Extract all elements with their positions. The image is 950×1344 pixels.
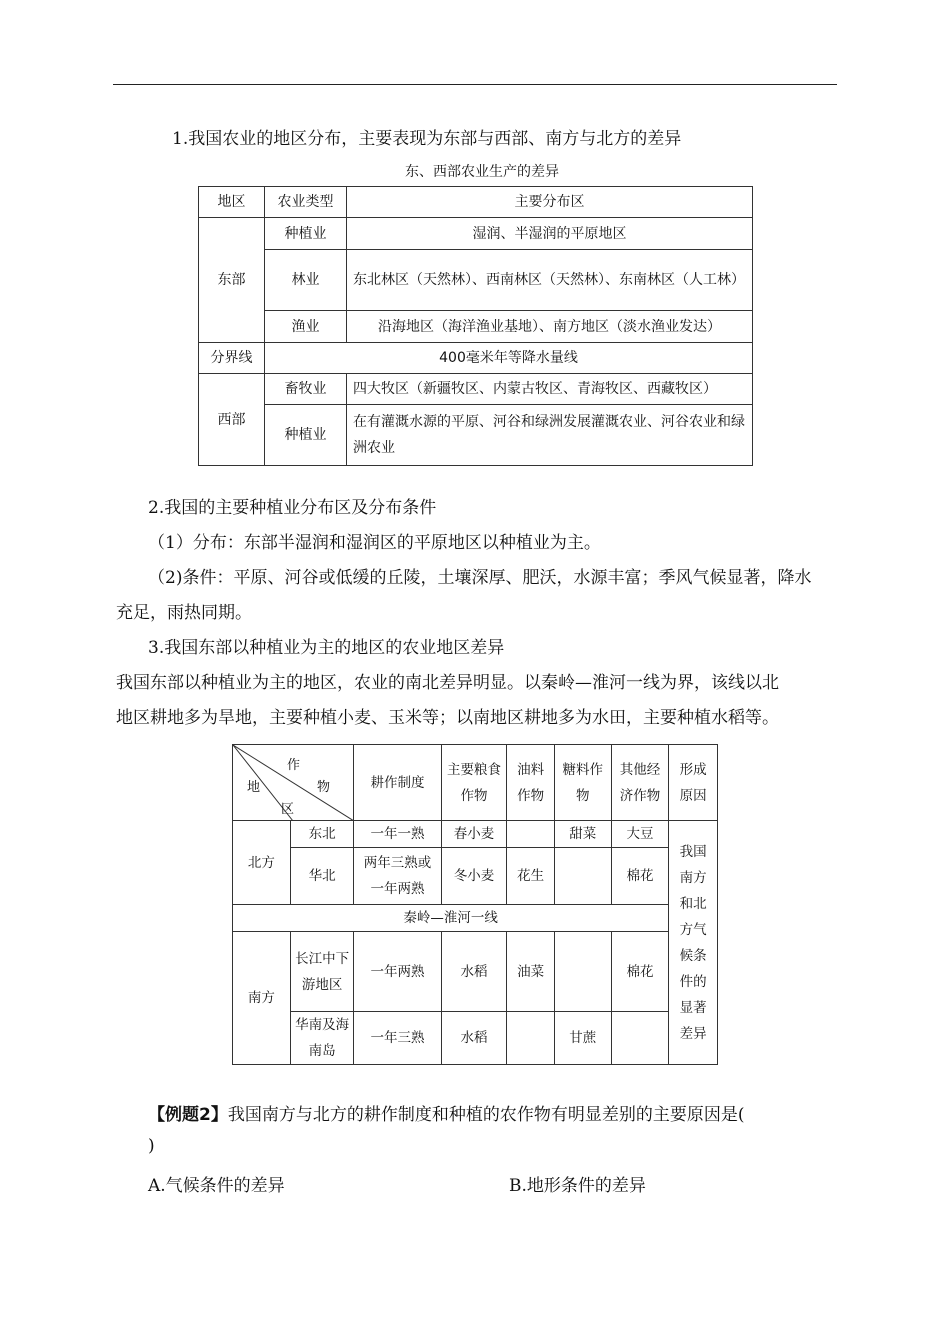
table-cell: 种植业: [265, 218, 347, 250]
east-west-table: [198, 186, 753, 466]
table-cell: 冬小麦: [441, 848, 507, 905]
north-south-table: [232, 744, 718, 1065]
table1-caption: 东、西部农业生产的差异: [405, 164, 559, 180]
section3-heading: 3.我国东部以种植业为主的地区的农业地区差异: [148, 638, 505, 658]
section3-p1b: 地区耕地多为旱地，主要种植小麦、玉米等；以南地区耕地多为水田，主要种植水稻等。: [116, 708, 779, 728]
table-cell: 春小麦: [441, 821, 507, 848]
option-b: B.地形条件的差异: [509, 1176, 646, 1196]
header-rule: [113, 84, 837, 85]
example-question: [148, 1100, 744, 1125]
table-cell: 渔业: [265, 311, 347, 343]
table-cell: [507, 821, 555, 848]
qinling-divider: 秦岭—淮河一线: [233, 905, 669, 932]
table-cell: 畜牧业: [265, 374, 347, 405]
example-text: 我国南方与北方的耕作制度和种植的农作物有明显差别的主要原因是(: [227, 1105, 745, 1125]
table-cell: [611, 1012, 669, 1065]
table-cell: 沿海地区（海洋渔业基地）、南方地区（淡水渔业发达）: [347, 311, 753, 343]
section2-heading: 2.我国的主要种植业分布区及分布条件: [148, 498, 437, 518]
section2-p2b: 充足，雨热同期。: [116, 603, 252, 623]
header-region: 地区: [199, 187, 265, 218]
table-cell: 棉花: [611, 848, 669, 905]
table-cell: 一年三熟: [354, 1012, 441, 1065]
table-cell: [554, 848, 611, 905]
example-close-paren: ): [148, 1136, 155, 1156]
north-label: 北方: [233, 821, 291, 905]
header-area: 主要分布区: [347, 187, 753, 218]
corner-region: 地: [247, 780, 261, 795]
table-cell: 长江中下游地区: [290, 932, 354, 1012]
south-label: 南方: [233, 932, 291, 1065]
table-cell: 油菜: [507, 932, 555, 1012]
table-cell: 东北: [290, 821, 354, 848]
divider-label: 分界线: [199, 343, 265, 374]
example-label: 【例题2】: [148, 1105, 228, 1125]
reason-cell: 我国南方和北方气候条件的显著差异: [669, 821, 718, 1065]
east-label: 东部: [199, 218, 265, 343]
table-cell: 大豆: [611, 821, 669, 848]
corner-header: [233, 745, 354, 821]
header-oil: 油料作物: [507, 745, 555, 821]
table-cell: 东北林区（天然林）、西南林区（天然林）、东南林区（人工林）: [347, 250, 753, 311]
section3-p1a: 我国东部以种植业为主的地区，农业的南北差异明显。以秦岭—淮河一线为界，该线以北: [116, 673, 779, 693]
table-cell: 甜菜: [554, 821, 611, 848]
section2-p2a: （2)条件：平原、河谷或低缓的丘陵，土壤深厚、肥沃，水源丰富；季风气候显著，降水: [148, 568, 812, 588]
header-grain: 主要粮食作物: [441, 745, 507, 821]
header-sugar: 糖料作物: [554, 745, 611, 821]
table-cell: [554, 932, 611, 1012]
header-reason: 形成原因: [669, 745, 718, 821]
section2-p1: （1）分布：东部半湿润和湿润区的平原地区以种植业为主。: [148, 533, 601, 553]
corner-district: 区: [281, 802, 295, 817]
table-cell: 棉花: [611, 932, 669, 1012]
west-label: 西部: [199, 374, 265, 466]
table-cell: 水稻: [441, 932, 507, 1012]
divider-value: 400毫米年等降水量线: [265, 343, 753, 374]
table-cell: 两年三熟或一年两熟: [354, 848, 441, 905]
table-cell: 种植业: [265, 405, 347, 466]
table-cell: 水稻: [441, 1012, 507, 1065]
table-cell: [507, 1012, 555, 1065]
table-cell: 在有灌溉水源的平原、河谷和绿洲发展灌溉农业、河谷农业和绿洲农业: [347, 405, 753, 466]
corner-crop: 作: [287, 758, 301, 773]
section1-heading: 1.我国农业的地区分布，主要表现为东部与西部、南方与北方的差异: [172, 129, 682, 149]
table-cell: 甘蔗: [554, 1012, 611, 1065]
table-cell: 华北: [290, 848, 354, 905]
table-cell: 一年两熟: [354, 932, 441, 1012]
table-cell: 华南及海南岛: [290, 1012, 354, 1065]
header-system: 耕作制度: [354, 745, 441, 821]
table-cell: 四大牧区（新疆牧区、内蒙古牧区、青海牧区、西藏牧区）: [347, 374, 753, 405]
table-cell: 林业: [265, 250, 347, 311]
corner-object: 物: [317, 780, 331, 795]
table-cell: 湿润、半湿润的平原地区: [347, 218, 753, 250]
header-other: 其他经济作物: [611, 745, 669, 821]
option-a: A.气候条件的差异: [148, 1176, 285, 1196]
table-cell: 一年一熟: [354, 821, 441, 848]
table-cell: 花生: [507, 848, 555, 905]
header-type: 农业类型: [265, 187, 347, 218]
